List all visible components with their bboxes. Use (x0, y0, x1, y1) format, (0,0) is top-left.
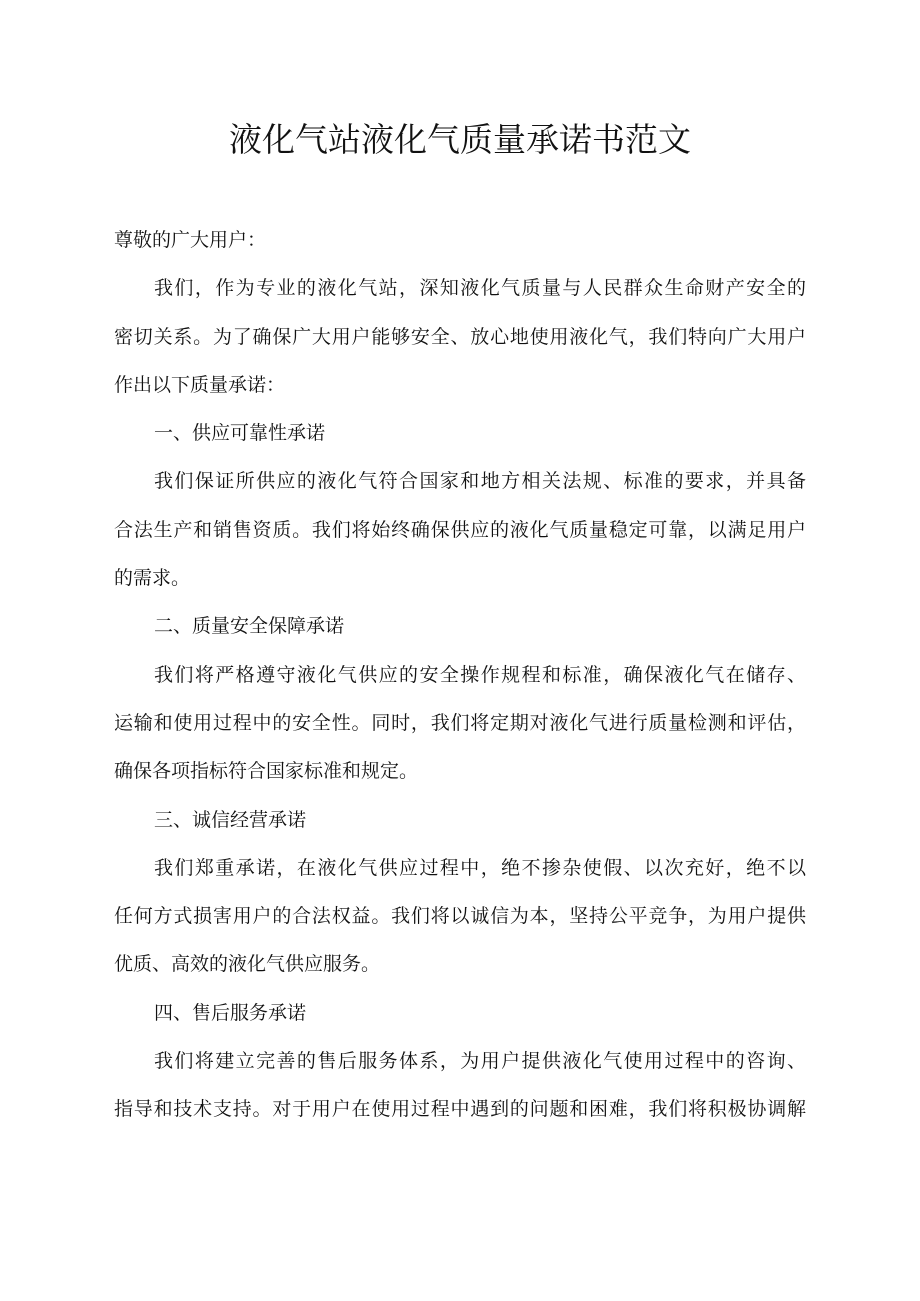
paragraph-integrity-line: 任何方式损害用户的合法权益。我们将以诚信为本，坚持公平竞争，为用户提供 (114, 905, 806, 928)
paragraph-quality-line: 确保各项指标符合国家标准和规定。 (114, 760, 419, 783)
paragraph-integrity-line: 我们郑重承诺，在液化气供应过程中，绝不掺杂使假、以次充好，绝不以 (154, 856, 806, 879)
paragraph-after-sales-line: 指导和技术支持。对于用户在使用过程中遇到的问题和困难，我们将积极协调解 (114, 1098, 806, 1121)
paragraph-supply-line: 的需求。 (114, 567, 191, 590)
paragraph-supply-line: 我们保证所供应的液化气符合国家和地方相关法规、标准的要求，并具备 (154, 470, 806, 493)
section-heading-supply-reliability: 一、供应可靠性承诺 (154, 422, 326, 445)
salutation: 尊敬的广大用户： (114, 229, 267, 251)
paragraph-quality-line: 运输和使用过程中的安全性。同时，我们将定期对液化气进行质量检测和评估， (114, 711, 806, 734)
document-body (114, 216, 806, 1134)
paragraph-intro-line: 作出以下质量承诺： (114, 373, 286, 396)
paragraph-supply-line: 合法生产和销售资质。我们将始终确保供应的液化气质量稳定可靠，以满足用户 (114, 518, 806, 541)
section-heading-integrity: 三、诚信经营承诺 (154, 808, 307, 831)
paragraph-intro-line: 密切关系。为了确保广大用户能够安全、放心地使用液化气，我们特向广大用户 (114, 325, 806, 348)
paragraph-intro-line: 我们，作为专业的液化气站，深知液化气质量与人民群众生命财产安全的 (154, 277, 806, 300)
paragraph-after-sales-line: 我们将建立完善的售后服务体系，为用户提供液化气使用过程中的咨询、 (154, 1050, 806, 1073)
document-title: 液化气站液化气质量承诺书范文 (229, 120, 691, 159)
section-heading-after-sales: 四、售后服务承诺 (154, 1001, 307, 1024)
section-heading-quality-safety: 二、质量安全保障承诺 (154, 615, 345, 638)
paragraph-integrity-line: 优质、高效的液化气供应服务。 (114, 953, 381, 976)
paragraph-quality-line: 我们将严格遵守液化气供应的安全操作规程和标准，确保液化气在储存、 (154, 663, 806, 686)
